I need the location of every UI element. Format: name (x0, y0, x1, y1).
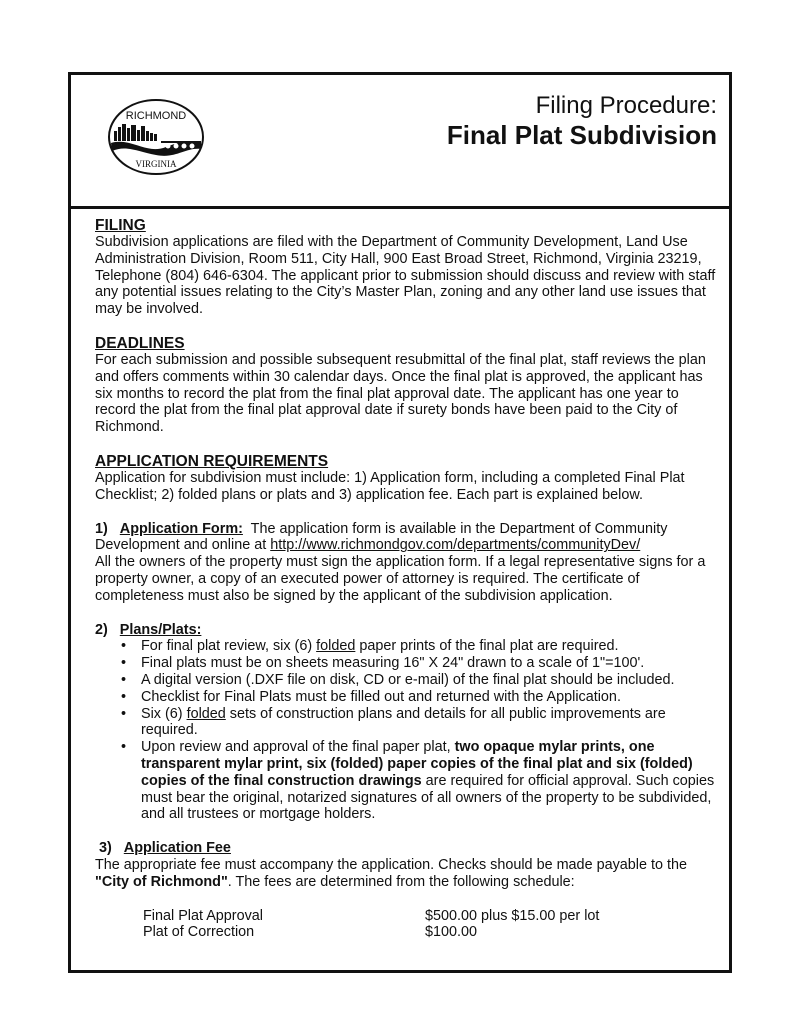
section-heading-deadlines: DEADLINES (95, 334, 185, 352)
section-deadlines (95, 335, 720, 436)
fee-row (143, 924, 720, 941)
page-title-line-2: Final Plat Subdivision (446, 120, 717, 150)
richmond-virginia-logo (106, 97, 206, 177)
fee-heading-line (95, 840, 720, 857)
subsection-heading-plans: Plans/Plats: (119, 621, 202, 638)
section-text-filing: Subdivision applications are filed with the Department of Community Development, Land Use Administration Division, Room 511, City Hall, 900 East Broad Street, Richmond, Virginia 23219, Telephone (804) 646-6304. The applicant prior to submission should discuss and review with staff any potential issues relating to the City’s Master Plan, zoning and any other land use issues that may be involved. (95, 234, 716, 318)
subsection-heading-application-form: Application Form: (119, 520, 243, 537)
application-form-text: The application form is available in the Department of Community Development and online at (95, 520, 668, 554)
list-item: • A digital version (.DXF file on disk, CD or e-mail) of the final plat should be included. (141, 672, 720, 689)
section-filing (95, 217, 720, 318)
document-body (95, 217, 720, 958)
list-item: • For final plat review, six (6) folded paper prints of the final plat are required. (141, 638, 720, 655)
subsection-number: 3) (99, 840, 112, 857)
document-frame (68, 72, 732, 973)
subsection-number: 1) (95, 520, 108, 537)
fee-row (143, 908, 720, 925)
application-form-paragraph (95, 521, 720, 555)
subsection-application-form (95, 521, 720, 605)
svg-text:RICHMOND: RICHMOND (125, 110, 187, 122)
plans-heading-line (95, 622, 720, 639)
subsection-plans (95, 622, 720, 824)
list-item: • Checklist for Final Plats must be filled out and returned with the Application. (141, 689, 720, 706)
application-form-owners-text: All the owners of the property must sign the application form. If a legal representative signs for a property owner, a copy of an executed power of attorney is required. The certificate of completeness must also be signed by the applicant of the subdivision application. (95, 554, 706, 604)
list-item: • Final plats must be on sheets measuring 16" X 24" drawn to a scale of 1"=100'. (141, 655, 720, 672)
plans-bullet-list (95, 638, 720, 823)
section-heading-filing: FILING (95, 217, 146, 234)
section-text-requirements: Application for subdivision must include: 1) Application form, including a completed Final Plat Checklist; 2) folded plans or plats and 3) application fee. Each part is explained below. (95, 469, 685, 503)
page-title-line-1: Filing Procedure: (535, 92, 717, 119)
subsection-heading-fee: Application Fee (123, 840, 231, 857)
section-heading-requirements: APPLICATION REQUIREMENTS (95, 452, 329, 470)
section-text-deadlines: For each submission and possible subsequent resubmittal of the final plat, staff reviews the plan and offers comments within 30 calendar days. Once the final plat is approved, the applicant has six months to record the plat from the final plat approval date. The applicant has one year to record the plat from the final plat approval date if surety bonds have been paid to the City of Richmond. (95, 351, 706, 436)
fee-schedule (95, 908, 720, 942)
payee-name: "City of Richmond" (95, 873, 228, 890)
fee-amount: $100.00 (425, 924, 478, 941)
fee-label: Plat of Correction (143, 924, 255, 941)
fee-text: The appropriate fee must accompany the application. Checks should be made payable to the "City of Richmond". The fees are determined from the following schedule: (95, 856, 687, 890)
list-item: • Six (6) folded sets of construction plans and details for all public improvements are required. (141, 706, 720, 740)
subsection-fee (95, 840, 720, 941)
community-dev-link[interactable]: http://www.richmondgov.com/departments/communityDev/ (270, 537, 641, 554)
section-requirements (95, 453, 720, 504)
document-header (71, 75, 729, 209)
fee-amount: $500.00 plus $15.00 per lot (425, 907, 600, 924)
subsection-number: 2) (95, 621, 108, 638)
list-item: • Upon review and approval of the final paper plat, two opaque mylar prints, one transparent mylar print, six (folded) paper copies of the final plat and six (folded) copies of the final construction drawings are required for official approval. Such copies must bear the original, notarized signatures of all owners of the property to be subdivided, and all trustees or mortgage holders. (141, 739, 720, 823)
svg-text:VIRGINIA: VIRGINIA (135, 159, 177, 169)
fee-label: Final Plat Approval (143, 907, 263, 924)
